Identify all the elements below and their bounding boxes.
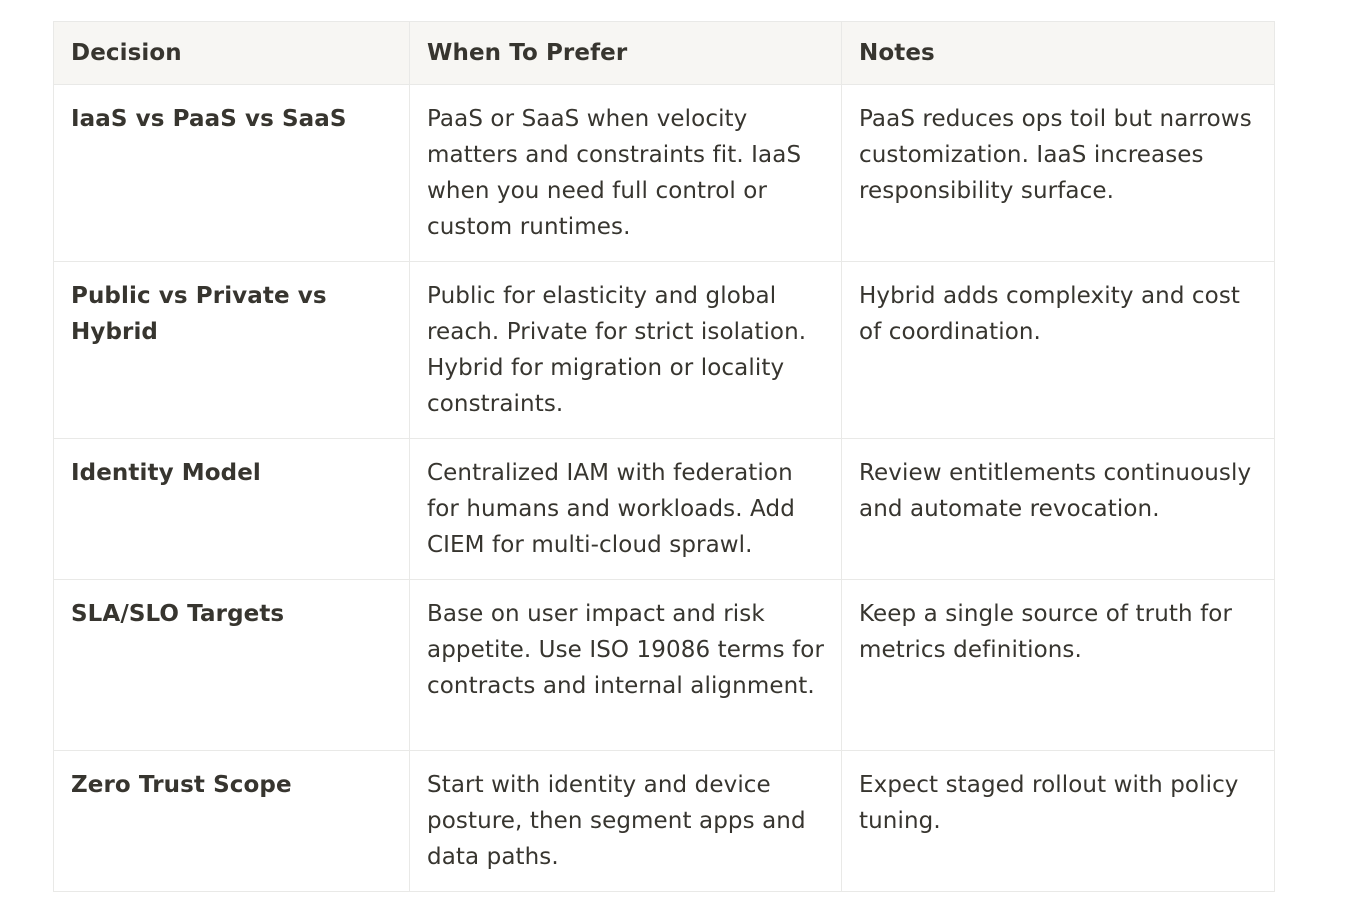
decision-cell: Identity Model	[54, 439, 410, 580]
table-row	[54, 580, 1275, 751]
notes-cell: Review entitlements continuously and automate revocation.	[842, 439, 1275, 580]
decision-table-container	[53, 21, 1274, 892]
decision-cell: Zero Trust Scope	[54, 751, 410, 892]
decision-table	[53, 21, 1275, 892]
table-row	[54, 85, 1275, 262]
table-row	[54, 751, 1275, 892]
when-to-prefer-cell: Public for elasticity and global reach. Private for strict isolation. Hybrid for migration or locality constraints.	[410, 262, 842, 439]
notes-cell: Hybrid adds complexity and cost of coordination.	[842, 262, 1275, 439]
decision-cell: SLA/SLO Targets	[54, 580, 410, 751]
notes-cell: PaaS reduces ops toil but narrows customization. IaaS increases responsibility surface.	[842, 85, 1275, 262]
when-to-prefer-cell: Centralized IAM with federation for humans and workloads. Add CIEM for multi-cloud sprawl.	[410, 439, 842, 580]
when-to-prefer-cell: Start with identity and device posture, then segment apps and data paths.	[410, 751, 842, 892]
decision-cell: Public vs Private vs Hybrid	[54, 262, 410, 439]
column-header-notes: Notes	[842, 22, 1275, 85]
table-header-row	[54, 22, 1275, 85]
table-row	[54, 262, 1275, 439]
table-row	[54, 439, 1275, 580]
notes-cell: Expect staged rollout with policy tuning.	[842, 751, 1275, 892]
decision-cell: IaaS vs PaaS vs SaaS	[54, 85, 410, 262]
when-to-prefer-cell: PaaS or SaaS when velocity matters and constraints fit. IaaS when you need full control or custom runtimes.	[410, 85, 842, 262]
column-header-when-to-prefer: When To Prefer	[410, 22, 842, 85]
column-header-decision: Decision	[54, 22, 410, 85]
notes-cell: Keep a single source of truth for metrics definitions.	[842, 580, 1275, 751]
when-to-prefer-cell: Base on user impact and risk appetite. Use ISO 19086 terms for contracts and internal alignment.	[410, 580, 842, 751]
